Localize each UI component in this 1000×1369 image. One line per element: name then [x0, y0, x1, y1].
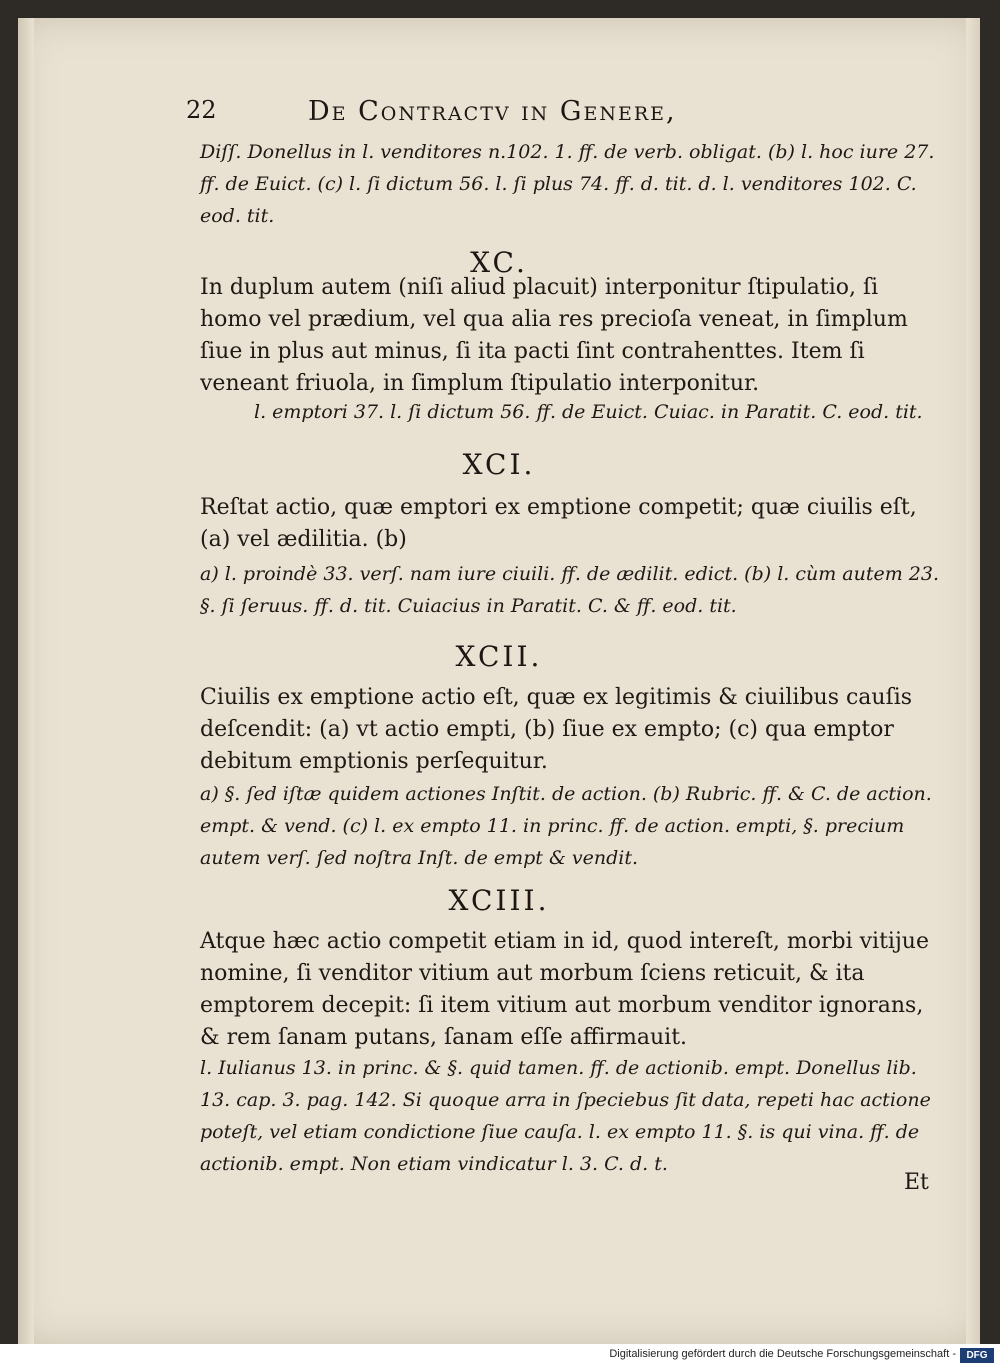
footer-bar: [0, 1344, 1000, 1369]
page-edge: [966, 18, 980, 1344]
paragraph-xcii: Ciuilis ex emptione actio eſt, quæ ex legitimis & ciuilibus cauſis deſcendit: (a) vt actio empti, (b) ſiue ex empto; (c) qua emptor debitum emptionis perſequitur.: [200, 685, 913, 774]
section-heading-xc: XC.: [470, 246, 528, 279]
footnote-xciii: l. Iulianus 13. in princ. & §. quid tamen. ff. de actionib. empt. Donellus lib. 13. cap. 3. pag. 142. Si quoque arra in ſpeciebus ſit data, repeti hac actione poteſt, vel etiam condictione ſiue cauſa. l. ex empto 11. §. is qui vina. ff. de actionib. empt. Non etiam vindicatur l. 3. C. d. t.: [200, 1057, 931, 1175]
footnote-xci: a) l. proindè 33. verſ. nam iure ciuili. ff. de ædilit. edict. (b) l. cùm autem 23. §. ſi ſeruus. ff. d. tit. Cuiacius in Paratit. C. & ff. eod. tit.: [200, 563, 939, 617]
paragraph-xciii: Atque hæc actio competit etiam in id, quod intereſt, morbi vitijue nomine, ſi venditor vitium aut morbum ſciens reticuit, & ita emptorem decepit: ſi item vitium aut morbum venditor ignorans, & rem ſanam putans, ſanam eſſe affirmauit.: [200, 929, 929, 1050]
paragraph-xc: In duplum autem (niſi aliud placuit) interponitur ſtipulatio, ſi homo vel prædium, vel qua alia res precioſa veneat, in ſimplum ſiue in plus aut minus, ſi ita pacti ſint contrahenttes. Item ſi veneant friuola, in ſimplum ſtipulatio interponitur.: [200, 275, 908, 396]
running-head: De Contractv in Genere,: [308, 96, 677, 127]
paragraph-xci: Reſtat actio, quæ emptori ex emptione competit; quæ ciuilis eſt, (a) vel ædilitia. (b): [200, 495, 917, 552]
page-number: 22: [186, 96, 217, 124]
section-heading-xciii: XCIII.: [448, 884, 550, 917]
page-header: [18, 96, 980, 136]
footnote-top: Diſſ. Donellus in l. venditores n.102. 1. ff. de verb. obligat. (b) l. hoc iure 27. ff. de Euict. (c) l. ſi dictum 56. l. ſi plus 74. ff. d. tit. d. l. venditores 102. C. eod. tit.: [200, 141, 935, 227]
footnote-xc: l. emptori 37. l. ſi dictum 56. ff. de Euict. Cuiac. in Paratit. C. eod. tit.: [254, 401, 923, 423]
funding-notice: Digitalisierung gefördert durch die Deutsche Forschungsgemeinschaft -: [609, 1348, 956, 1360]
section-heading-xci: XCI.: [462, 448, 536, 481]
catchword: Et: [904, 1170, 929, 1195]
page-gutter: [18, 18, 34, 1344]
section-heading-xcii: XCII.: [455, 640, 543, 673]
footnote-xcii: a) §. ſed iſtæ quidem actiones Inſtit. de action. (b) Rubric. ff. & C. de action. empt. & vend. (c) l. ex empto 11. in princ. ff. de action. empti, §. precium autem verſ. ſed noſtra Inſt. de empt & vendit.: [200, 783, 932, 869]
dfg-logo: DFG: [960, 1348, 994, 1363]
book-page: [18, 18, 980, 1344]
